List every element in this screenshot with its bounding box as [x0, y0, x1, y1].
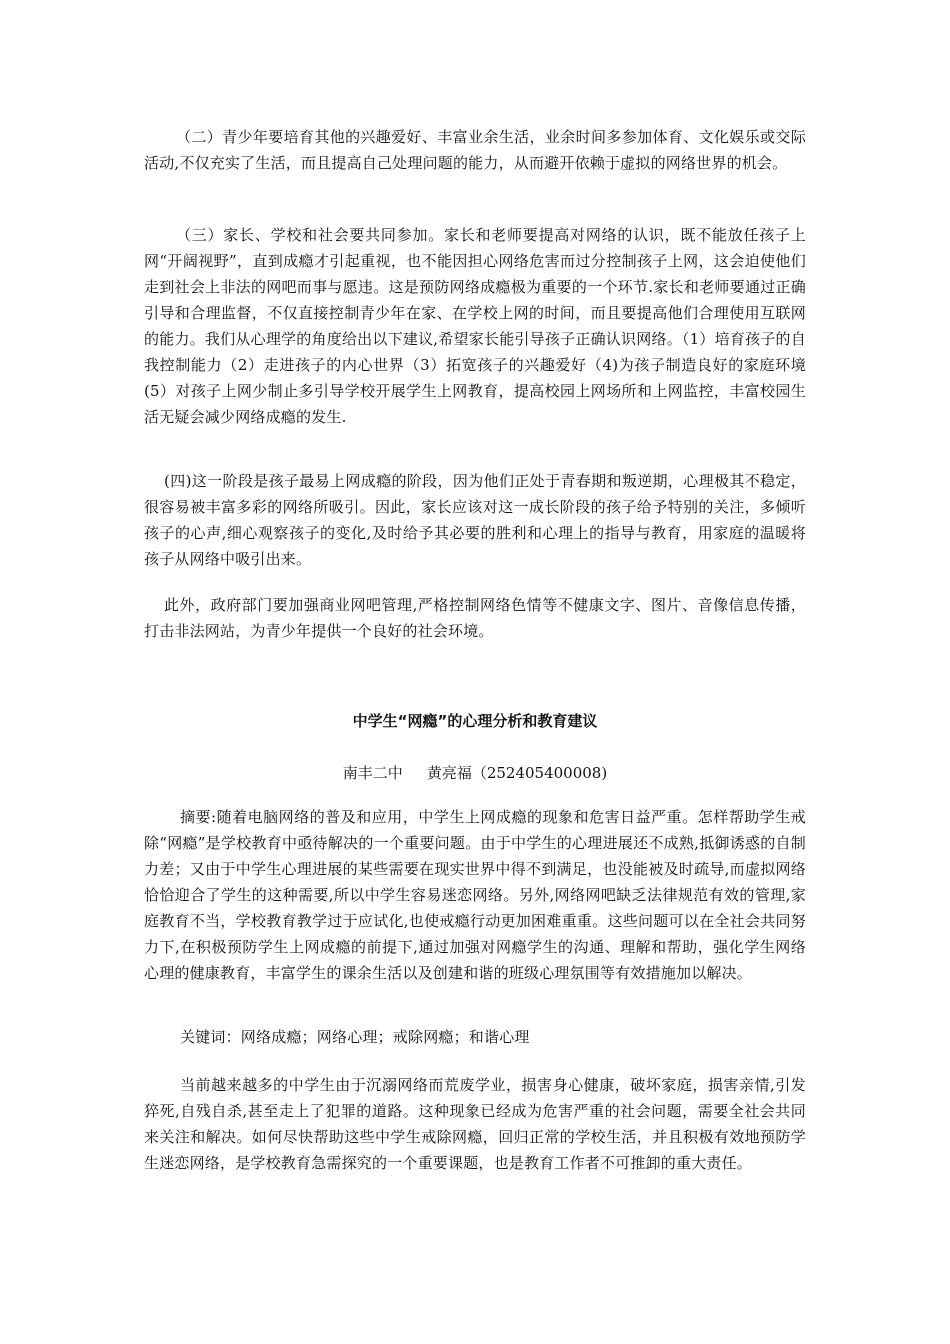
paragraph-government: 此外，政府部门要加强商业网吧管理,严格控制网络色情等不健康文字、图片、音像信息传播，打击非法网站，为青少年提供一个良好的社会环境。: [144, 596, 806, 640]
article-byline: [144, 760, 806, 786]
keywords-line: 关键词：网络成瘾；网络心理；戒除网瘾；和谐心理: [180, 1028, 530, 1046]
article-title: 中学生“网瘾”的心理分析和教育建议: [352, 712, 598, 730]
paragraph-section-three: （三）家长、学校和社会要共同参加。家长和老师要提高对网络的认识，既不能放任孩子上网“开阔视野”，直到成瘾才引起重视，也不能因担心网络危害而过分控制孩子上网，这会迫使他们走到社会上非法的网吧而事与愿违。这是预防网络成瘾极为重要的一个环节.家长和老师要通过正确引导和合理监督，不仅直接控制青少年在家、在学校上网的时间，而且要提高他们合理使用互联网的能力。我们从心理学的角度给出以下建议,希望家长能引导孩子正确认识网络。（1）培育孩子的自我控制能力（2）走进孩子的内心世界（3）拓宽孩子的兴趣爱好（4)为孩子制造良好的家庭环境(5）对孩子上网少制止多引导学校开展学生上网教育，提高校园上网场所和上网监控，丰富校园生活无疑会减少网络成瘾的发生.: [144, 226, 806, 426]
paragraph-section-four: (四)这一阶段是孩子最易上网成瘾的阶段，因为他们正处于青春期和叛逆期，心理极其不稳定，很容易被丰富多彩的网络所吸引。因此，家长应该对这一成长阶段的孩子给予特别的关注，多倾听孩子的心声,细心观察孩子的变化,及时给予其必要的胜利和心理上的指导与教育，用家庭的温暖将孩子从网络中吸引出来。: [144, 472, 806, 568]
author-name: 黄亮福（252405400008): [426, 764, 608, 782]
paragraph-section-two: （二）青少年要培育其他的兴趣爱好、丰富业余生活，业余时间多参加体育、文化娱乐或交际活动,不仅充实了生活，而且提高自己处理问题的能力，从而避开依赖于虚拟的网络世界的机会。: [144, 128, 806, 172]
abstract-paragraph: 摘要:随着电脑网络的普及和应用，中学生上网成瘾的现象和危害日益严重。怎样帮助学生戒除“网瘾”是学校教育中亟待解决的一个重要问题。由于中学生的心理进展还不成熟,抵御诱惑的自制力差；又由于中学生心理进展的某些需要在现实世界中得不到满足，也没能被及时疏导,而虚拟网络恰恰迎合了学生的这种需要,所以中学生容易迷恋网络。另外,网络网吧缺乏法律规范有效的管理,家庭教育不当，学校教育教学过于应试化,也使戒瘾行动更加困难重重。这些问题可以在全社会共同努力下,在积极预防学生上网成瘾的前提下,通过加强对网瘾学生的沟通、理解和帮助，强化学生网络心理的健康教育，丰富学生的课余生活以及创建和谐的班级心理氛围等有效措施加以解决。: [144, 808, 806, 982]
school-name: 南丰二中: [342, 764, 403, 782]
intro-paragraph: 当前越来越多的中学生由于沉溺网络而荒废学业，损害身心健康，破坏家庭，损害亲情,引发猝死,自残自杀,甚至走上了犯罪的道路。这种现象已经成为危害严重的社会问题，需要全社会共同来关注和解决。如何尽快帮助这些中学生戒除网瘾，回归正常的学校生活，并且积极有效地预防学生迷恋网络，是学校教育急需探究的一个重要课题，也是教育工作者不可推卸的重大责任。: [144, 1076, 806, 1172]
